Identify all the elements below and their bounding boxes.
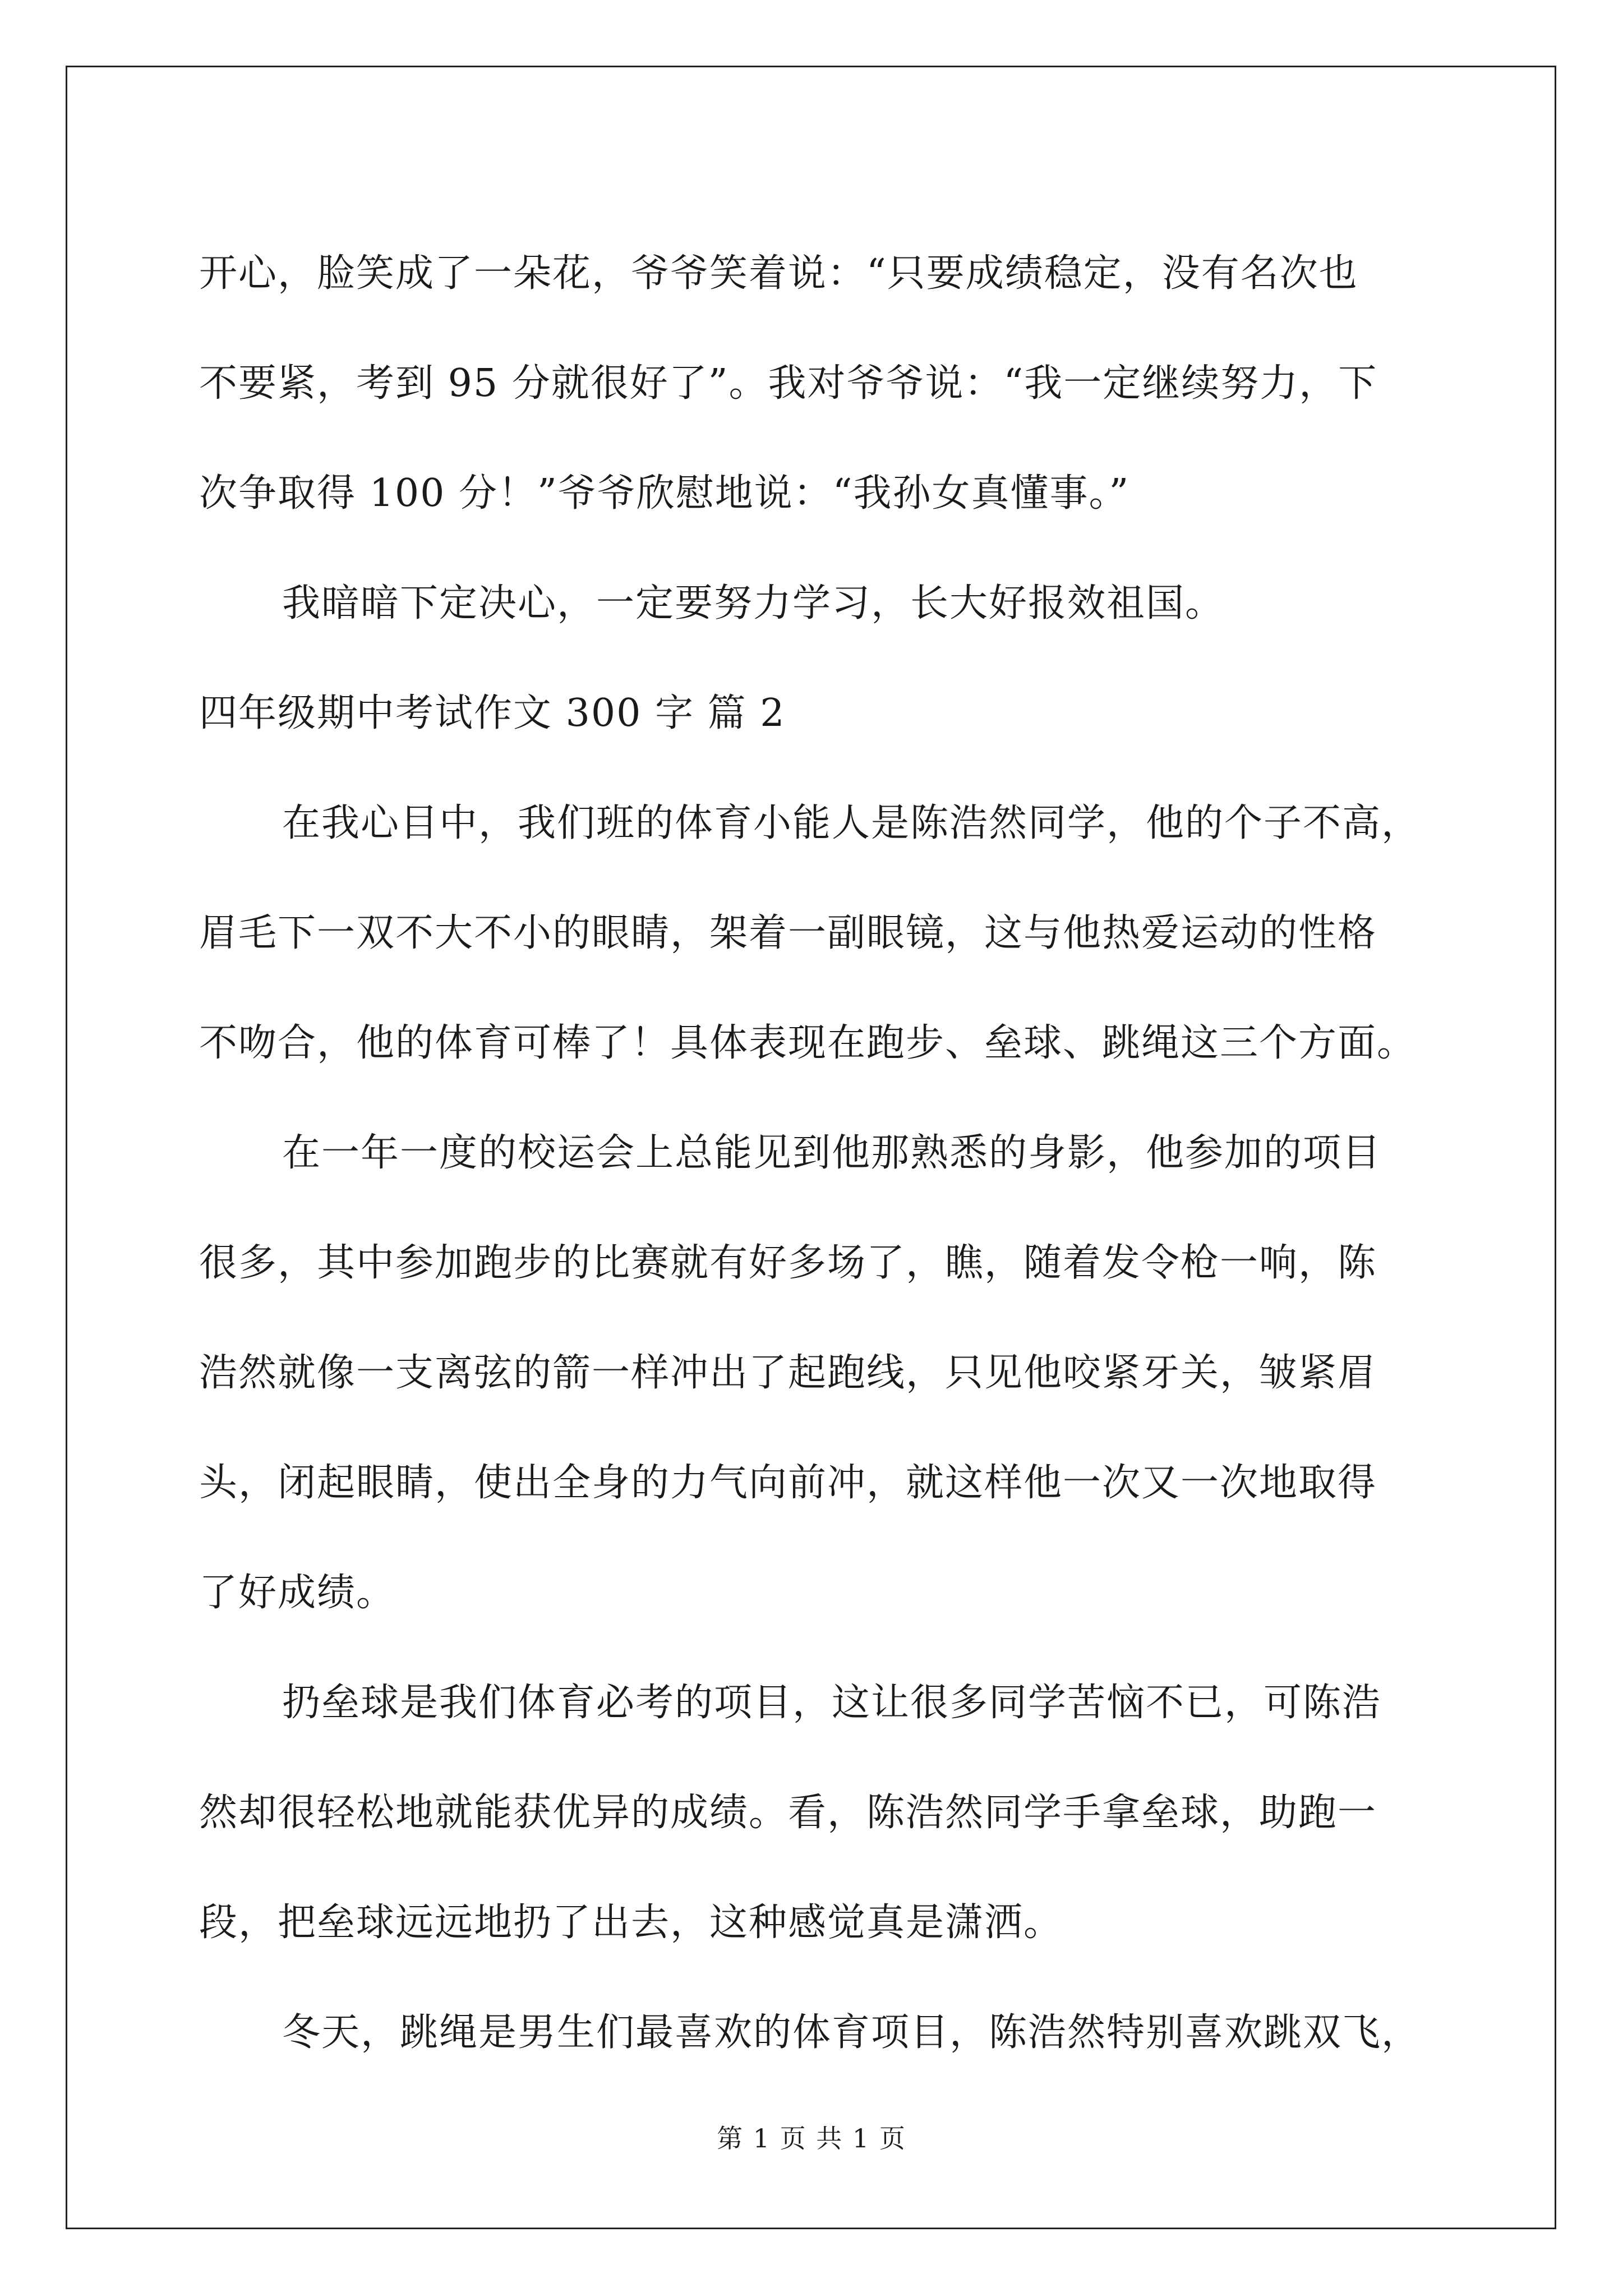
text-line: 很多，其中参加跑步的比赛就有好多场了，瞧，随着发令枪一响，陈 — [199, 1241, 1377, 1285]
text-line: 在我心目中，我们班的体育小能人是陈浩然同学，他的个子不高， — [282, 801, 1421, 845]
section-heading — [199, 659, 1422, 769]
paragraph — [199, 1978, 1422, 2088]
text-line: 不吻合，他的体育可棒了！具体表现在跑步、垒球、跳绳这三个方面。 — [199, 1021, 1417, 1065]
text-line: 了好成绩。 — [199, 1571, 396, 1615]
text-line: 不要紧，考到 95 分就很好了”。我对爷爷说：“我一定继续努力，下 — [199, 361, 1378, 406]
paragraph — [199, 1648, 1422, 1978]
page-number: 第 1 页 共 1 页 — [717, 2123, 906, 2154]
text-line: 冬天，跳绳是男生们最喜欢的体育项目，陈浩然特别喜欢跳双飞， — [282, 2010, 1421, 2055]
text-line: 开心，脸笑成了一朵花，爷爷笑着说：“只要成绩稳定，没有名次也 — [199, 251, 1358, 296]
section-heading-text: 四年级期中考试作文 300 字 篇 2 — [199, 691, 786, 735]
text-line: 然却很轻松地就能获优异的成绩。看，陈浩然同学手拿垒球，助跑一 — [199, 1791, 1377, 1835]
paragraph — [199, 549, 1422, 659]
text-line: 头，闭起眼睛，使出全身的力气向前冲，就这样他一次又一次地取得 — [199, 1461, 1377, 1505]
page-footer — [0, 2122, 1623, 2155]
text-line: 次争取得 100 分！”爷爷欣慰地说：“我孙女真懂事。” — [199, 471, 1130, 516]
paragraph — [199, 769, 1422, 1098]
text-line: 浩然就像一支离弦的箭一样冲出了起跑线，只见他咬紧牙关，皱紧眉 — [199, 1351, 1377, 1395]
text-line: 我暗暗下定决心，一定要努力学习，长大好报效祖国。 — [282, 581, 1225, 625]
text-line: 眉毛下一双不大不小的眼睛，架着一副眼镜，这与他热爱运动的性格 — [199, 911, 1377, 955]
text-line: 在一年一度的校运会上总能见到他那熟悉的身影，他参加的项目 — [282, 1131, 1382, 1175]
paragraph — [199, 1098, 1422, 1648]
text-line: 段，把垒球远远地扔了出去，这种感觉真是潇洒。 — [199, 1901, 1063, 1945]
document-body — [199, 219, 1422, 2088]
paragraph — [199, 219, 1422, 549]
text-line: 扔垒球是我们体育必考的项目，这让很多同学苦恼不已，可陈浩 — [282, 1681, 1382, 1725]
